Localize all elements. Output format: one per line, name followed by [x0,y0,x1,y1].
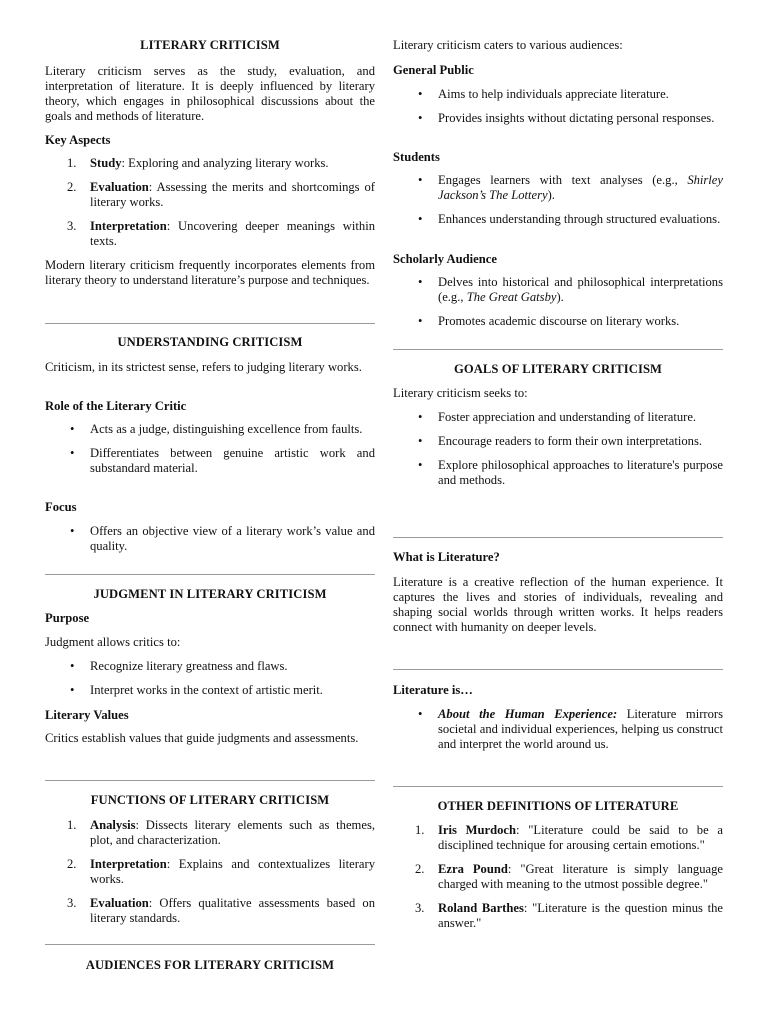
heading-understanding-criticism: UNDERSTANDING CRITICISM [117,335,303,349]
section-divider [45,780,375,781]
understanding-intro: Criticism, in its strictest sense, refers to judging literary works. [45,360,362,374]
role-title: Role of the Literary Critic [45,399,187,413]
purpose-list [45,659,375,698]
list-item: • Acts as a judge, distinguishing excellence from faults. [70,422,363,436]
literature-is-list [393,707,723,752]
scholarly-title: Scholarly Audience [393,252,497,266]
list-item: • Interpret works in the context of artistic merit. [70,683,323,697]
section-divider [45,944,375,945]
purpose-intro: Judgment allows critics to: [45,635,181,649]
students-title: Students [393,150,440,164]
what-is-literature-text: Literature is a creative reflection of the human experience. It captures the lives and stories of individuals, revealing and shaping social worlds through written works. It helps readers connect with humanity on deeper levels. [393,575,723,634]
list-item: • Foster appreciation and understanding of literature. [418,410,697,424]
section-divider [45,323,375,324]
list-item: • Aims to help individuals appreciate literature. [418,87,669,101]
list-item: • Promotes academic discourse on literary works. [418,314,680,328]
what-is-literature-title: What is Literature? [393,550,500,564]
list-item: 1. Analysis: Dissects literary elements such as themes, plot, and characterization. [67,818,375,847]
section-divider [393,786,723,787]
list-item: • Offers an objective view of a literary work’s value and quality. [70,524,375,553]
list-item: • Provides insights without dictating personal responses. [418,111,715,125]
section-divider [393,669,723,670]
goals-list [393,410,723,488]
list-item: 2. Interpretation: Explains and contextualizes literary works. [67,857,375,886]
heading-judgment: JUDGMENT IN LITERARY CRITICISM [93,587,327,601]
functions-list [45,818,375,926]
focus-list [45,524,375,554]
section-divider [393,537,723,538]
heading-literary-criticism: LITERARY CRITICISM [140,38,280,52]
literary-values-title: Literary Values [45,708,129,722]
literature-is-title: Literature is… [393,683,473,697]
key-aspects-list [45,156,375,249]
heading-goals: GOALS OF LITERARY CRITICISM [453,362,663,376]
list-item: 1. Study: Exploring and analyzing literary works. [67,156,329,170]
list-item: 3. Evaluation: Offers qualitative assessments based on literary standards. [67,896,375,925]
heading-other-definitions: OTHER DEFINITIONS OF LITERATURE [437,799,679,813]
list-item: • Delves into historical and philosophical interpretations (e.g., The Great Gatsby). [418,275,723,304]
list-item: 3. Interpretation: Uncovering deeper meanings within texts. [67,219,375,248]
section-divider [45,574,375,575]
list-item: 1. Iris Murdoch: "Literature could be said to be a disciplined technique for arousing certain emotions." [415,823,724,852]
list-item: • About the Human Experience: Literature mirrors societal and individual experiences, helping us construct and interpret the world around us. [418,707,723,751]
focus-title: Focus [45,500,77,514]
list-item: • Engages learners with text analyses (e.g., Shirley Jackson’s The Lottery). [418,173,723,202]
general-public-list [393,87,723,126]
heading-functions: FUNCTIONS OF LITERARY CRITICISM [90,793,330,807]
general-public-title: General Public [393,63,474,77]
purpose-title: Purpose [45,611,90,625]
role-list [45,422,375,476]
list-item: • Encourage readers to form their own interpretations. [418,434,703,448]
key-aspects-title: Key Aspects [45,133,111,147]
list-item: • Explore philosophical approaches to literature's purpose and methods. [418,458,723,487]
list-item: • Recognize literary greatness and flaws. [70,659,288,673]
list-item: • Enhances understanding through structured evaluations. [418,212,721,226]
section-divider [393,349,723,350]
students-list [393,173,723,227]
list-item: • Differentiates between genuine artistic work and substandard material. [70,446,375,475]
scholarly-list [393,275,723,329]
audiences-intro: Literary criticism caters to various audiences: [393,38,623,52]
list-item: 2. Evaluation: Assessing the merits and shortcomings of literary works. [67,180,375,209]
other-definitions-list [393,823,723,931]
heading-audiences: AUDIENCES FOR LITERARY CRITICISM [85,958,335,972]
literary-values-text: Critics establish values that guide judgments and assessments. [45,731,359,745]
list-item: 2. Ezra Pound: "Great literature is simply language charged with meaning to the utmost possible degree." [415,862,723,891]
goals-intro: Literary criticism seeks to: [393,386,528,400]
list-item: 3. Roland Barthes: "Literature is the question minus the answer." [415,901,723,930]
intro-paragraph: Literary criticism serves as the study, evaluation, and interpretation of literature. It is deeply influenced by literary theory, which engages in philosophical discussions about the goals and methods of literature. [45,64,375,123]
closing-paragraph: Modern literary criticism frequently incorporates elements from literary theory to understand literature’s purpose and techniques. [45,258,375,287]
